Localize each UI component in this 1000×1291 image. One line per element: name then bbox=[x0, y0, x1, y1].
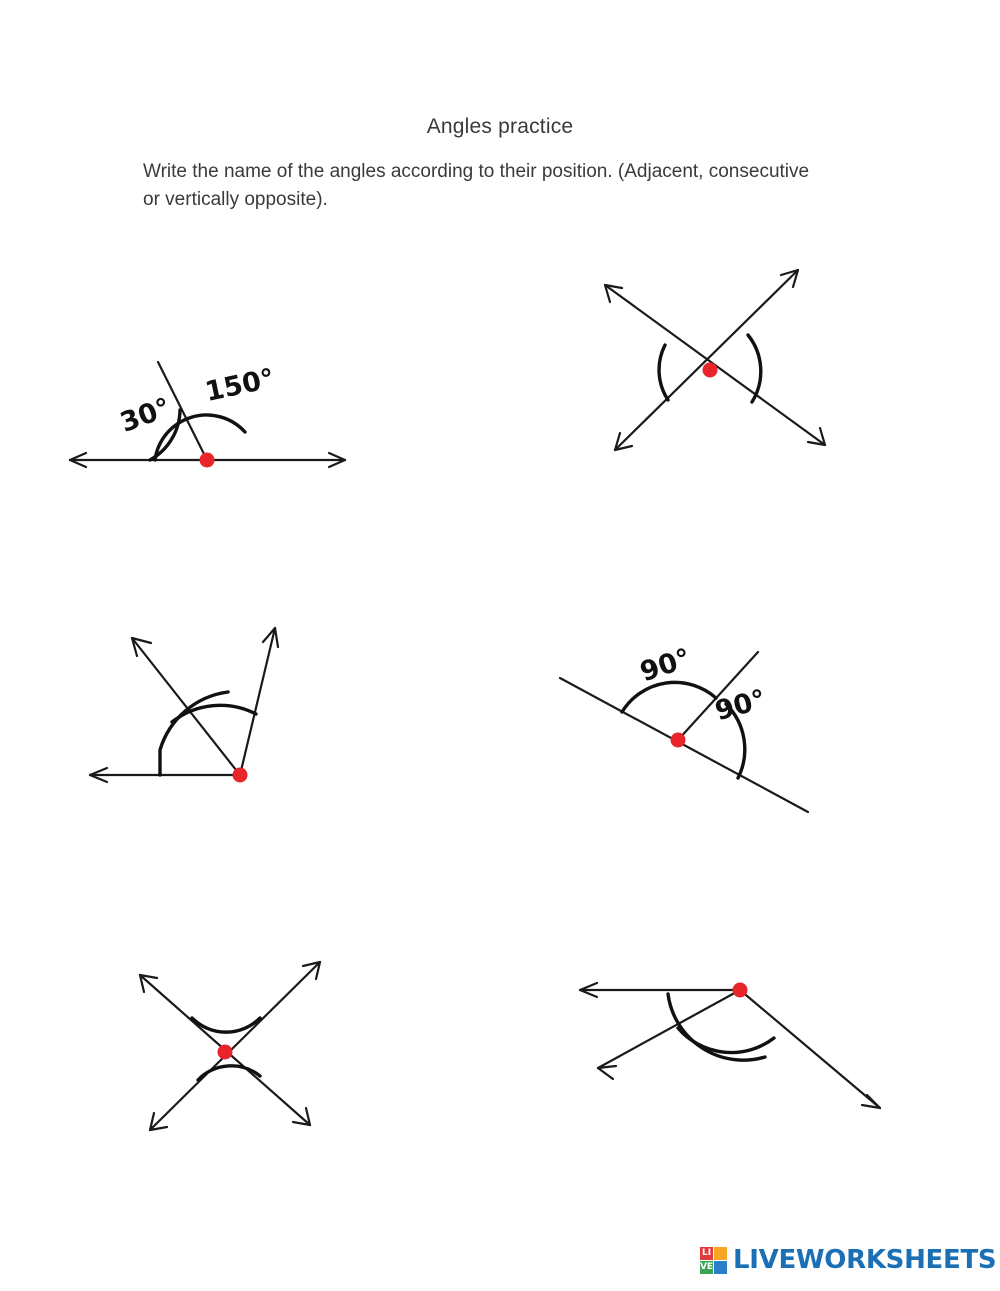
angle-label-90-right: 90° bbox=[711, 683, 770, 728]
vertex-point bbox=[233, 768, 248, 783]
figure-3-drawing bbox=[60, 610, 320, 820]
figure-6-drawing bbox=[550, 950, 910, 1130]
logo-cube-li: LI bbox=[701, 1247, 712, 1258]
logo-cube-ve: VE bbox=[699, 1261, 714, 1272]
angle-label-150: 150° bbox=[202, 363, 278, 408]
figure-1-drawing bbox=[40, 340, 380, 520]
figure-5-drawing bbox=[120, 940, 350, 1160]
logo-brand-text: LIVEWORKSHEETS bbox=[733, 1245, 997, 1275]
figure-2-drawing bbox=[580, 250, 850, 480]
vertex-point bbox=[703, 363, 718, 378]
vertex-point bbox=[733, 983, 748, 998]
angle-figure-crossed-lines-bottom-left bbox=[120, 940, 350, 1160]
logo-cubes bbox=[700, 1247, 727, 1274]
angle-label-30: 30° bbox=[116, 392, 175, 439]
angle-figure-two-rays-left bbox=[60, 610, 320, 820]
angle-figure-two-rays-bottom-right bbox=[550, 950, 910, 1130]
logo-cube-blue bbox=[714, 1261, 727, 1274]
angle-figure-crossed-lines-top-right bbox=[580, 250, 850, 480]
vertex-point bbox=[671, 733, 686, 748]
page-title: Angles practice bbox=[426, 115, 574, 138]
angle-figure-straight-line-30-150 bbox=[40, 340, 380, 520]
liveworksheets-logo[interactable] bbox=[700, 1245, 996, 1275]
vertex-point bbox=[200, 453, 215, 468]
vertex-point bbox=[218, 1045, 233, 1060]
angle-label-90-left: 90° bbox=[636, 642, 695, 689]
logo-cube-orange bbox=[714, 1247, 727, 1260]
instructions-text: Write the name of the angles according to their position. (Adjacent, consecutive or vertically opposite). bbox=[143, 161, 810, 210]
angle-figure-perpendicular-90-90 bbox=[530, 640, 840, 840]
